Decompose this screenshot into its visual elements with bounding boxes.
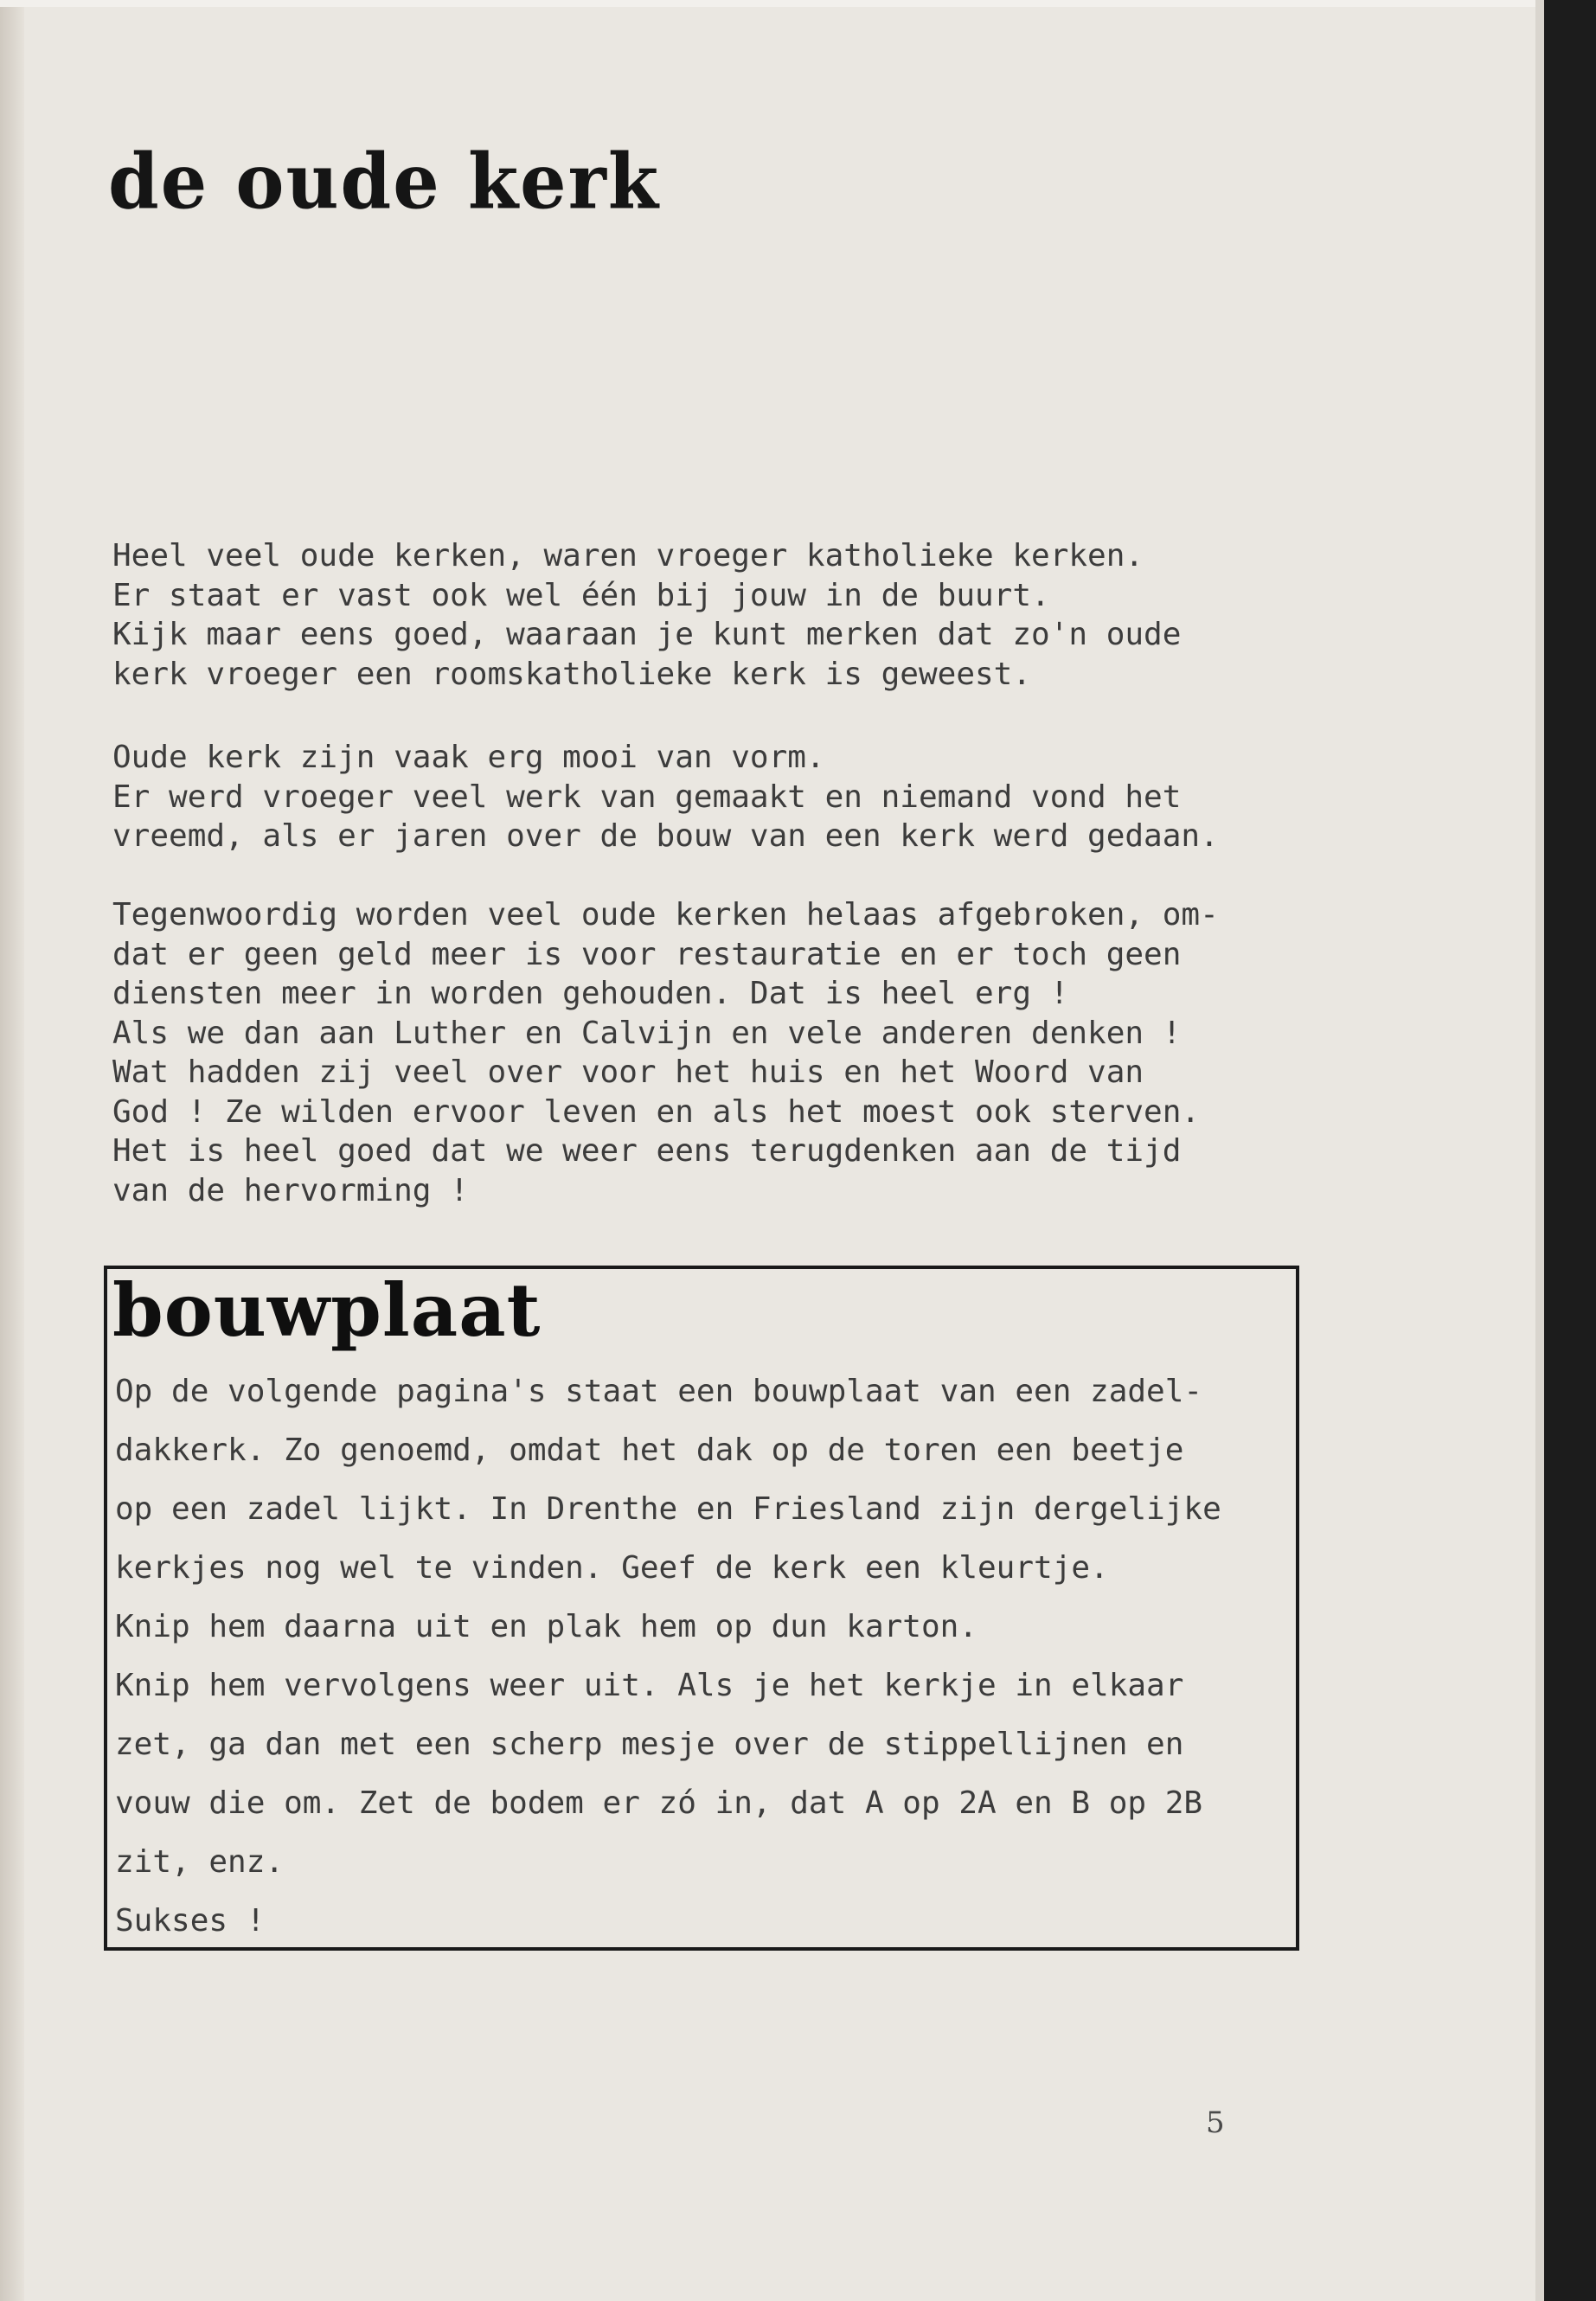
paragraph-intro: Heel veel oude kerken, waren vroeger katholieke kerken. Er staat er vast ook wel één bij jouw in de buurt. Kijk maar eens goed, waaraan je kunt merken dat zo'n oude kerk vroeger een roomskatholieke kerk is geweest.	[112, 538, 1182, 692]
paragraph-form: Oude kerk zijn vaak erg mooi van vorm. Er werd vroeger veel werk van gemaakt en niemand vond het vreemd, als er jaren over de bouw van een kerk werd gedaan.	[112, 740, 1219, 854]
box-title: bouwplaat	[112, 1267, 542, 1353]
box-instructions: Op de volgende pagina's staat een bouwplaat van een zadel- dakkerk. Zo genoemd, omdat het dak op de toren een beetje op een zadel lijkt. In Drenthe en Friesland zijn dergelijke kerkjes nog wel te vinden. Geef de kerk een kleurtje. Knip hem daarna uit en plak hem op dun karton. Knip hem vervolgens weer uit. Als je het kerkje in elkaar zet, ga dan met een scherp mesje over de stippellijnen en vouw die om. Zet de bodem er zó in, dat A op 2A en B op 2B zit, enz. Sukses !	[115, 1374, 1221, 1939]
page-number: 5	[1206, 2106, 1225, 2140]
binding-gap	[1535, 0, 1544, 2301]
paragraph-reformation: Tegenwoordig worden veel oude kerken helaas afgebroken, om- dat er geen geld meer is voor restauratie en er toch geen diensten meer in worden gehouden. Dat is heel erg ! Als we dan aan Luther en Calvijn en vele anderen denken ! Wat hadden zij veel over voor het huis en het Woord van God ! Ze wilden ervoor leven en als het moest ook sterven. Het is heel goed dat we weer eens terugdenken aan de tijd van de hervorming !	[112, 897, 1219, 1208]
binding-strip	[1544, 0, 1596, 2301]
page-title: de oude kerk	[108, 136, 661, 227]
page-left-edge	[0, 0, 24, 2301]
page-top-edge	[0, 0, 1548, 7]
